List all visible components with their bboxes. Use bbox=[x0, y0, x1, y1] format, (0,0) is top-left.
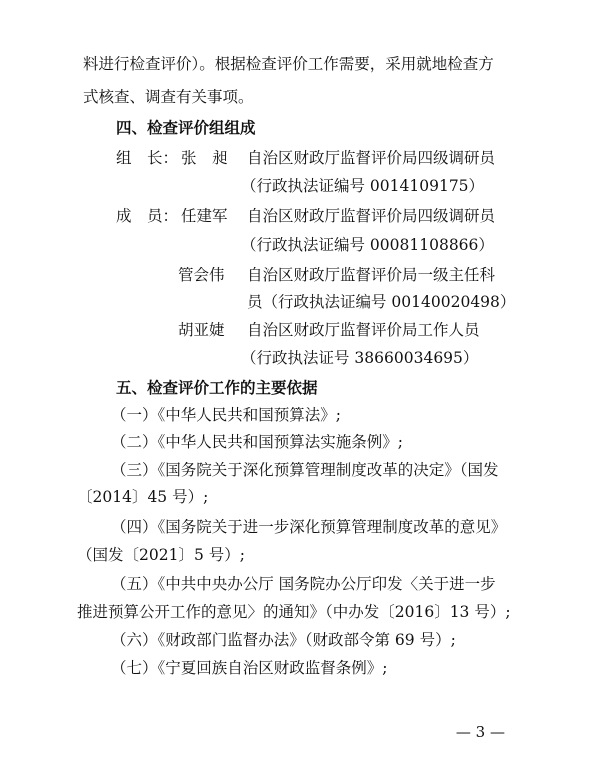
member-name: 胡亚婕 bbox=[178, 321, 225, 339]
basis-item: （六）《财政部门监督办法》（财政部令第 69 号）; bbox=[111, 631, 456, 649]
paragraph-line: 料进行检查评价）。根据检查评价工作需要，采用就地检查方 bbox=[83, 55, 494, 73]
page-number: — 3 — bbox=[455, 723, 505, 741]
basis-item: （国发〔2021〕5 号）; bbox=[77, 546, 245, 564]
basis-item: （一）《中华人民共和国预算法》; bbox=[111, 406, 341, 424]
section-heading-5: 五、检查评价工作的主要依据 bbox=[116, 379, 318, 397]
leader-role: 组 长： bbox=[116, 149, 179, 167]
basis-item: （二）《中华人民共和国预算法实施条例》; bbox=[111, 433, 403, 451]
basis-item: （四）《国务院关于进一步深化预算管理制度改革的意见》 bbox=[111, 518, 507, 536]
member-cert: （行政执法证编号 00081108866） bbox=[241, 236, 494, 254]
section-heading-4: 四、检查评价组组成 bbox=[116, 119, 256, 137]
paragraph-line: 式核查、调查有关事项。 bbox=[83, 88, 254, 106]
basis-item: 〔2014〕45 号）; bbox=[77, 488, 209, 506]
member-cert: （行政执法证号 38660034695） bbox=[241, 349, 479, 367]
member-name: 管会伟 bbox=[178, 266, 225, 284]
member-dept: 自治区财政厅监督评价局四级调研员 bbox=[247, 207, 496, 225]
leader-dept: 自治区财政厅监督评价局四级调研员 bbox=[247, 149, 496, 167]
member-cert: 员（行政执法证编号 00140020498） bbox=[247, 293, 516, 311]
basis-item: （五）《中共中央办公厅 国务院办公厅印发〈关于进一步 bbox=[111, 575, 496, 593]
member-dept: 自治区财政厅监督评价局一级主任科 bbox=[247, 266, 496, 284]
basis-item: 推进预算公开工作的意见〉的通知》（中办发〔2016〕13 号）; bbox=[77, 603, 511, 621]
basis-item: （七）《宁夏回族自治区财政监督条例》; bbox=[111, 659, 388, 677]
member-dept: 自治区财政厅监督评价局工作人员 bbox=[247, 321, 480, 339]
leader-name: 张 昶 bbox=[181, 149, 228, 167]
members-role: 成 员： bbox=[116, 207, 179, 225]
leader-cert: （行政执法证编号 0014109175） bbox=[241, 177, 485, 195]
basis-item: （三）《国务院关于深化预算管理制度改革的决定》（国发 bbox=[111, 461, 499, 479]
member-name: 任建军 bbox=[181, 207, 228, 225]
